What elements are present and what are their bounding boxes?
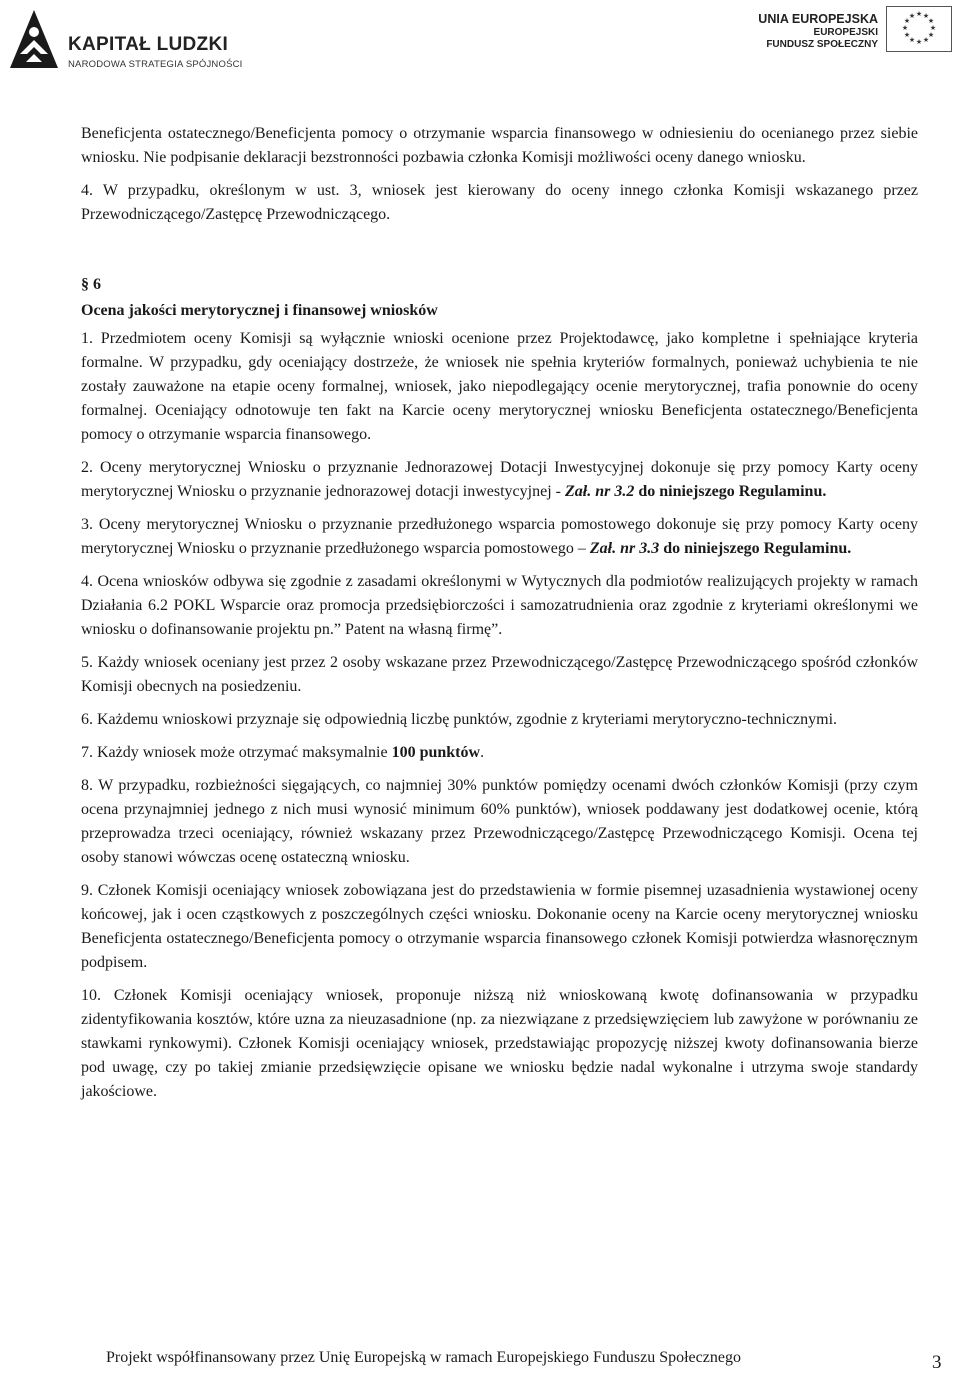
document-body <box>81 122 918 1104</box>
paragraph-2-ref: Zał. nr 3.2 <box>564 483 635 500</box>
svg-text:★: ★ <box>929 24 937 32</box>
eu-line3: FUNDUSZ SPOŁECZNY <box>766 39 878 50</box>
paragraph-4: 4. Ocena wniosków odbywa się zgodnie z zasadami określonymi w Wytycznych dla podmiotów realizujących projekty w ramach Działania 6.2 POKL Wsparcie oraz promocja przedsiębiorczości i samozatrudnienia oraz zgodnie z kryteriami określonymi we wniosku o dofinansowanie projektu pn.” Patent na własną firmę”. <box>81 573 918 638</box>
eu-line1: UNIA EUROPEJSKA <box>758 12 878 26</box>
svg-text:★: ★ <box>927 31 935 39</box>
svg-text:★: ★ <box>927 17 935 25</box>
footer-text: Projekt współfinansowany przez Unię Europejską w ramach Europejskiego Funduszu Społecznego <box>106 1349 741 1366</box>
paragraph-7 <box>81 741 918 765</box>
eu-logo-text <box>758 12 878 51</box>
eu-logo <box>752 4 952 56</box>
paragraph-8: 8. W przypadku, rozbieżności sięgających, co najmniej 30% punktów pomiędzy ocenami dwóch członków Komisji (przy czym ocena przynajmniej jednego z nich musi wynosić minimum 60% punktów), wniosek poddawany jest dodatkowej ocenie, którą przeprowadza trzeci oceniający, również wskazany przez Przewodniczącego/Zastępcę Przewodniczącego Komisji. Ocena tej osoby stanowi wówczas ocenę ostateczną wniosku. <box>81 777 918 866</box>
kapital-ludzki-title: KAPITAŁ LUDZKI <box>68 34 229 55</box>
paragraph-9: 9. Członek Komisji oceniający wniosek zobowiązana jest do przedstawienia w formie pisemnej uzasadnienia wystawionej oceny końcowej, jak i ocen cząstkowych z poszczególnych części wniosku. Dokonanie oceny na Karcie oceny merytorycznej wniosku Beneficjenta ostatecznego/Beneficjenta pomocy o otrzymanie wsparcia finansowego członek Komisji potwierdza własnoręcznym podpisem. <box>81 882 918 971</box>
paragraph-4-previous: 4. W przypadku, określonym w ust. 3, wniosek jest kierowany do oceny innego członka Komisji wskazanego przez Przewodniczącego/Zastępcę Przewodniczącego. <box>81 182 918 223</box>
svg-text:★: ★ <box>922 12 930 20</box>
kapital-ludzki-subtitle: NARODOWA STRATEGIA SPÓJNOŚCI <box>68 59 243 70</box>
paragraph-3-text: 3. Oceny merytorycznej Wniosku o przyznanie przedłużonego wsparcia pomostowego dokonuje się przy pomocy Karty oceny merytorycznej Wniosku o przyznanie przedłużonego wsparcia pomostowego – <box>81 516 918 557</box>
paragraph-5: 5. Każdy wniosek oceniany jest przez 2 osoby wskazane przez Przewodniczącego/Zastępcę Przewodniczącego spośród członków Komisji obecnych na posiedzeniu. <box>81 654 918 695</box>
paragraph-2-text: 2. Oceny merytorycznej Wniosku o przyznanie Jednorazowej Dotacji Inwestycyjnej dokonuje się przy pomocy Karty oceny merytorycznej Wniosku o przyznanie jednorazowej dotacji inwestycyjnej - <box>81 459 918 500</box>
eu-flag <box>886 6 952 52</box>
svg-text:★: ★ <box>908 12 916 20</box>
page-footer <box>0 1349 960 1373</box>
paragraph-2 <box>81 456 918 504</box>
kapital-ludzki-emblem-icon <box>8 10 60 70</box>
intro-paragraph: Beneficjenta ostatecznego/Beneficjenta pomocy o otrzymanie wsparcia finansowego w odniesieniu do ocenianego przez siebie wniosku. Nie podpisanie deklaracji bezstronności pozbawia członka Komisji możliwości oceny danego wniosku. <box>81 125 918 166</box>
paragraph-7-text: 7. Każdy wniosek może otrzymać maksymalnie <box>81 744 392 761</box>
paragraph-1: 1. Przedmiotem oceny Komisji są wyłącznie wnioski ocenione przez Projektodawcę, jako kompletne i spełniające kryteria formalne. W przypadku, gdy oceniający dostrzeże, że wniosek nie spełnia kryteriów formalnych, ponieważ uchybienia te nie zostały zauważone na etapie oceny formalnej, wniosek, jako niepodlegający ocenie merytorycznej, trafia ponownie do oceny formalnej. Oceniający odnotowuje ten fakt na Karcie oceny merytorycznej wniosku Beneficjenta ostatecznego/Beneficjenta pomocy o otrzymanie wsparcia finansowego. <box>81 330 918 443</box>
svg-text:★: ★ <box>908 36 916 44</box>
svg-text:★: ★ <box>903 31 911 39</box>
page-number: 3 <box>932 1352 942 1373</box>
svg-text:★: ★ <box>915 10 923 18</box>
section-title: Ocena jakości merytorycznej i finansowej wniosków <box>81 302 438 319</box>
section-number: § 6 <box>81 276 101 293</box>
paragraph-3-ref: Zał. nr 3.3 <box>589 540 660 557</box>
svg-text:★: ★ <box>901 24 909 32</box>
kapital-ludzki-logo <box>8 10 243 72</box>
paragraph-3-tail: do niniejszego Regulaminu. <box>659 540 852 557</box>
svg-text:★: ★ <box>915 38 923 46</box>
paragraph-7-bold: 100 punktów <box>391 744 481 761</box>
paragraph-3 <box>81 513 918 561</box>
svg-text:★: ★ <box>903 17 911 25</box>
eu-stars-icon <box>887 7 951 51</box>
paragraph-6: 6. Każdemu wnioskowi przyznaje się odpowiednią liczbę punktów, zgodnie z kryteriami merytoryczno-technicznymi. <box>81 711 838 728</box>
paragraph-7-tail: . <box>480 744 485 761</box>
paragraph-10: 10. Członek Komisji oceniający wniosek, proponuje niższą niż wnioskowaną kwotę dofinansowania w przypadku zidentyfikowania kosztów, które uzna za nieuzasadnione (np. za niezwiązane z przedsięwzięciem lub zawyżone w porównaniu ze stawkami rynkowymi). Członek Komisji oceniający wniosek, przedstawiając propozycję niższej kwoty dofinansowania bierze pod uwagę, czy po takiej zmianie przedsięwzięcie opisane we wniosku będzie nadal wykonalne i utrzyma swoje standardy jakościowe. <box>81 987 918 1100</box>
paragraph-2-tail: do niniejszego Regulaminu. <box>634 483 827 500</box>
eu-line2: EUROPEJSKI <box>813 27 878 38</box>
page-header <box>0 0 960 80</box>
svg-text:★: ★ <box>922 36 930 44</box>
